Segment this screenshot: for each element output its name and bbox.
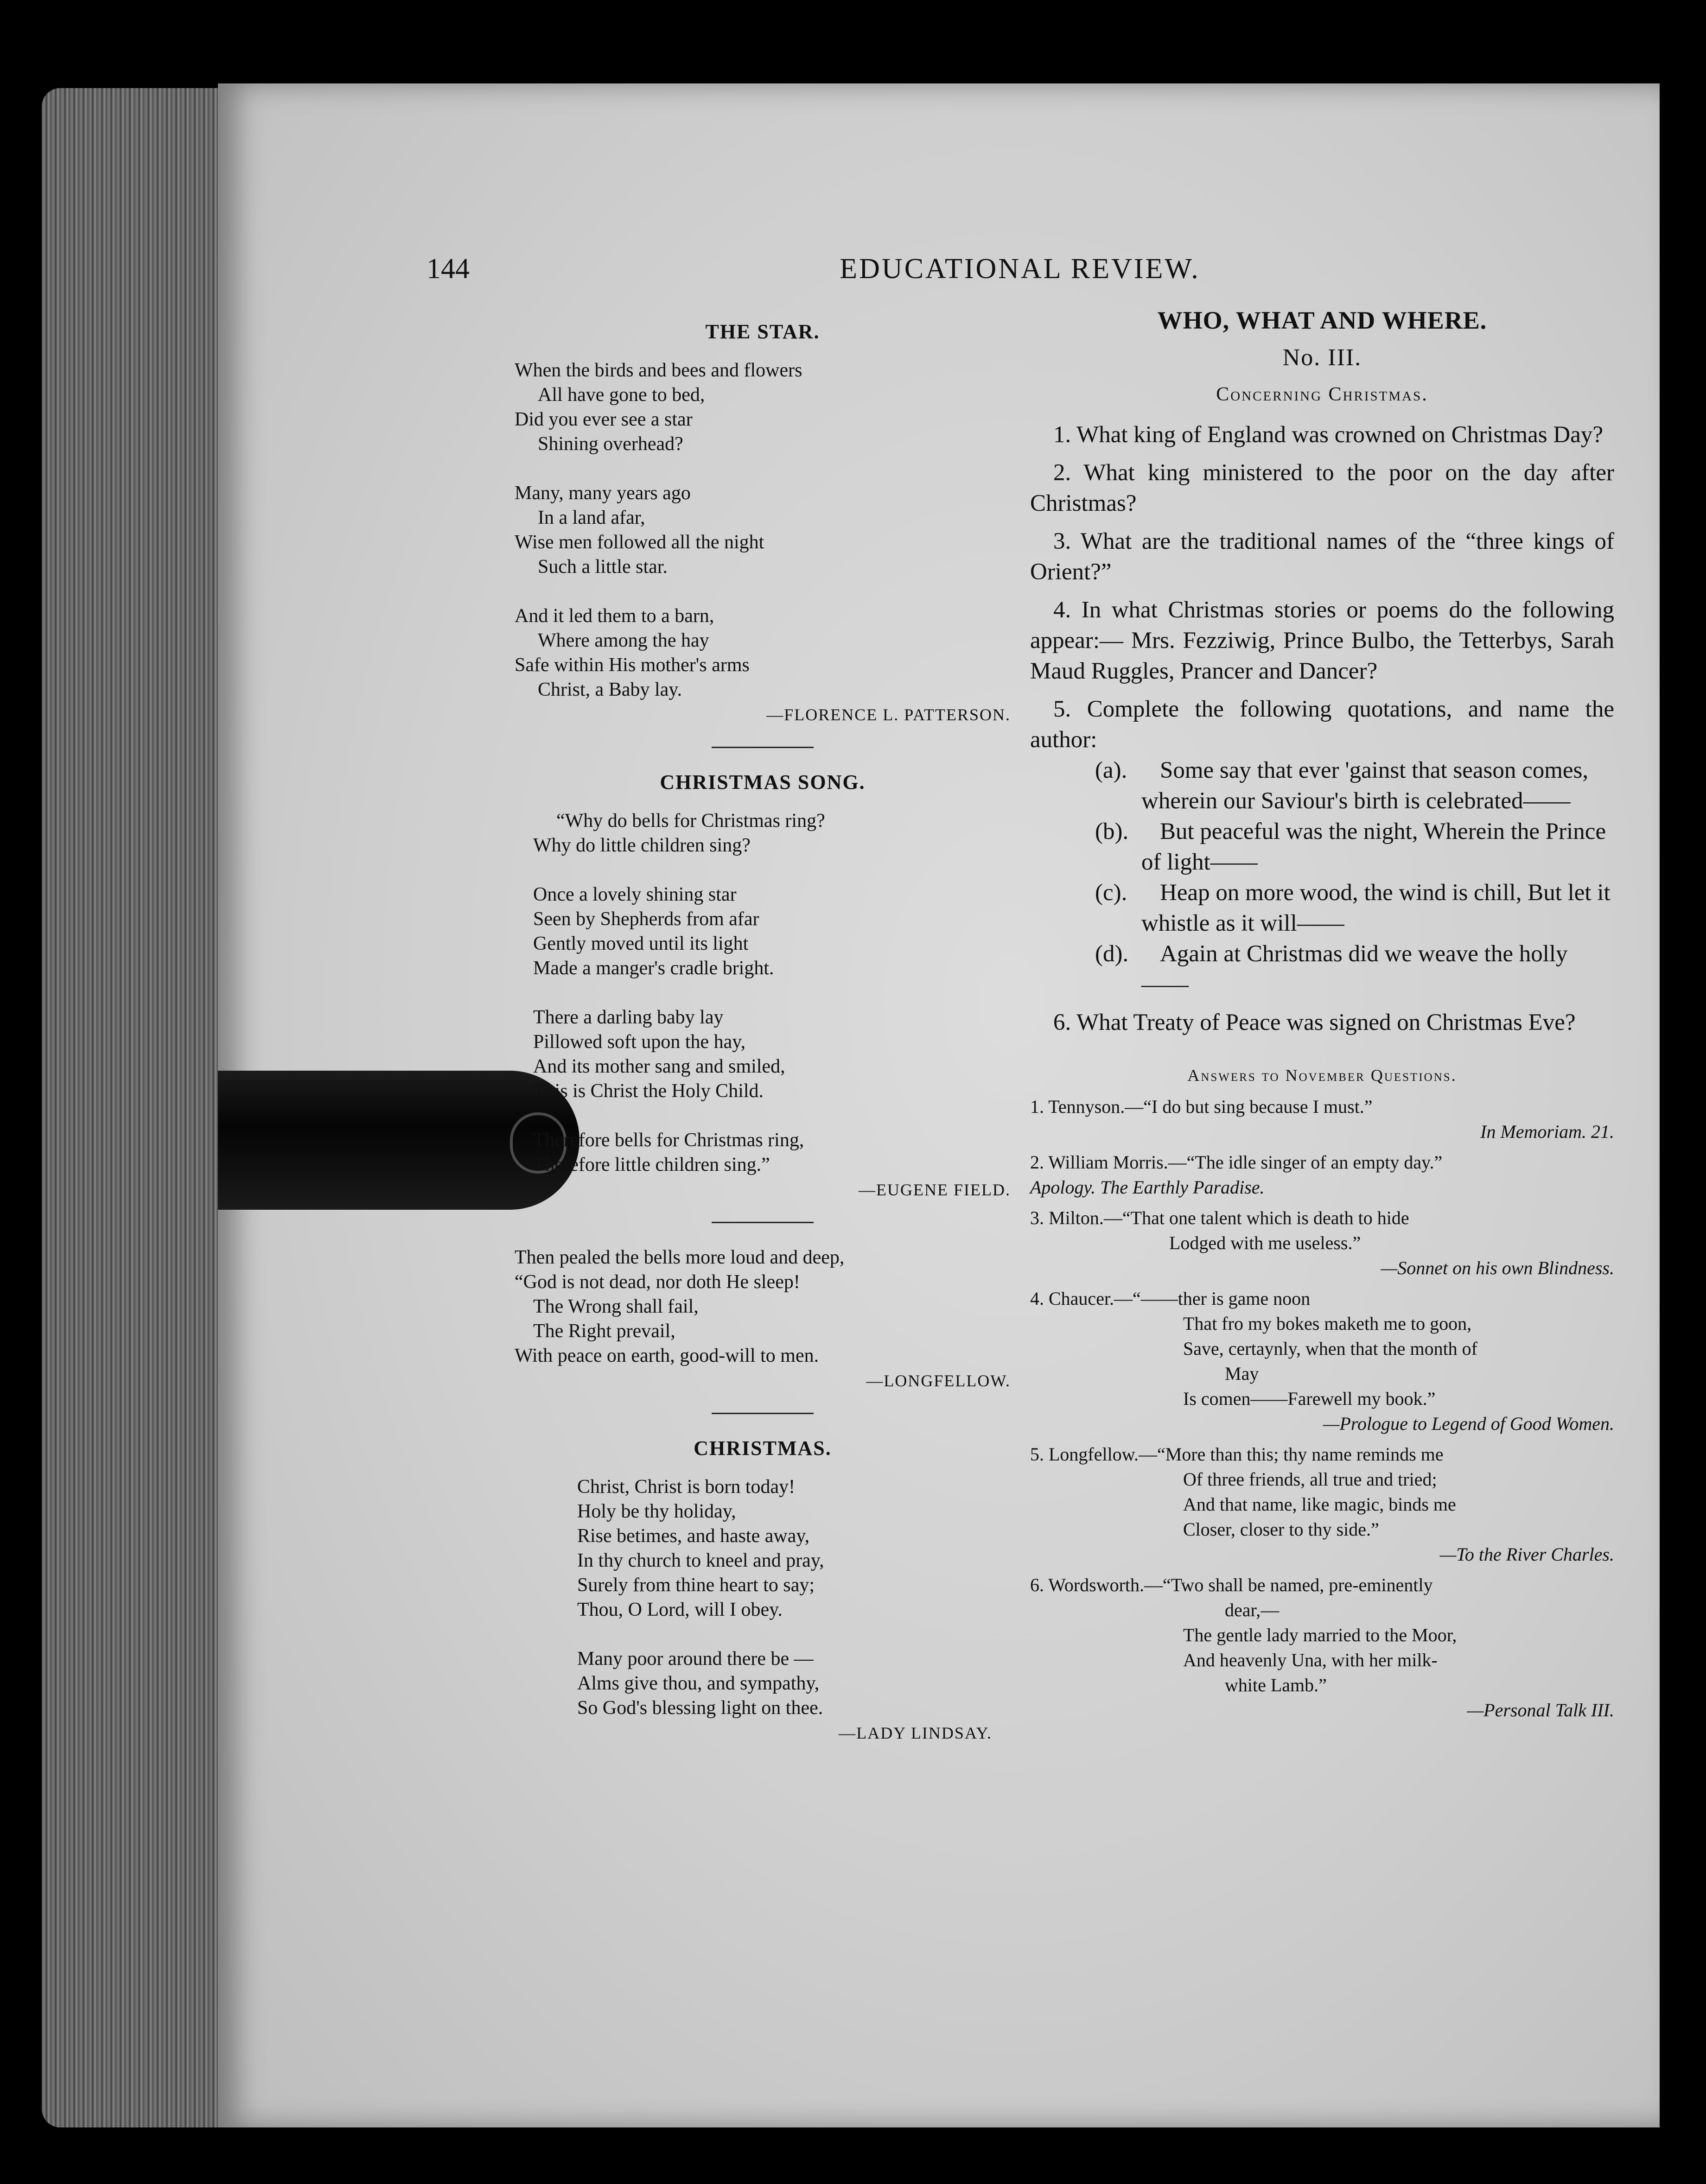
divider	[712, 1222, 814, 1223]
poem-author: —EUGENE FIELD.	[859, 1181, 1011, 1199]
verse-line: And it led them to a barn,	[515, 605, 714, 627]
verse-line: Holy be thy holiday,	[577, 1501, 736, 1522]
question: 5. Complete the following quotations, and name the author:	[1030, 696, 1614, 753]
verse-line: Many poor around there be —	[577, 1648, 814, 1670]
page-header	[426, 253, 1613, 290]
stanza	[515, 604, 1011, 702]
verse-line: Rise betimes, and haste away,	[577, 1525, 810, 1547]
verse-line: And its mother sang and smiled,	[533, 1056, 785, 1077]
verse-line: Such a little star.	[538, 556, 668, 578]
subquestion	[1076, 939, 1614, 1000]
question: 4. In what Christmas stories or poems do the following appear:— Mrs. Fezziwig, Prince Bulbo, the Tetterbys, Sarah Maud Ruggles, Prancer and Dancer?	[1030, 597, 1614, 684]
answers-heading: Answers to November Questions.	[1187, 1066, 1457, 1085]
verse-line: So God's blessing light on thee.	[577, 1697, 823, 1719]
answer-line: Of three friends, all true and tried;	[1183, 1469, 1437, 1490]
section-number: No. III.	[1282, 344, 1362, 371]
verse-line: Why do little children sing?	[533, 835, 751, 856]
answer	[1030, 1286, 1614, 1436]
answer-lead: 2. William Morris.—“The idle singer of an empty day.”	[1030, 1152, 1443, 1173]
divider	[712, 747, 814, 748]
verse-line: All have gone to bed,	[538, 384, 705, 406]
verse-line: The Right prevail,	[533, 1321, 675, 1342]
answer-lead: 6. Wordsworth.—“Two shall be named, pre-eminently	[1030, 1575, 1433, 1595]
poem-title: CHRISTMAS SONG.	[660, 771, 866, 794]
verse-line: Many, many years ago	[515, 483, 691, 504]
answer-list	[1030, 1094, 1614, 1723]
poem-title: CHRISTMAS.	[694, 1437, 832, 1460]
answer-source: —Personal Talk III.	[1467, 1700, 1614, 1721]
poem-author: —LADY LINDSAY.	[839, 1724, 992, 1742]
poem-the-star	[515, 358, 1011, 702]
answer-line: Save, certaynly, when that the month of	[1183, 1338, 1477, 1359]
verse-line: Alms give thou, and sympathy,	[577, 1673, 820, 1694]
verse-line: Where among the hay	[538, 630, 709, 651]
verse-line: Safe within His mother's arms	[515, 654, 750, 676]
verse-line: Gently moved until its light	[533, 933, 749, 954]
answer-lead: 3. Milton.—“That one talent which is death to hide	[1030, 1207, 1409, 1228]
verse-line: The Wrong shall fail,	[533, 1296, 699, 1317]
verse-line: When the birds and bees and flowers	[515, 360, 802, 381]
divider	[712, 1413, 814, 1414]
subquestion	[1076, 816, 1614, 877]
left-column	[515, 320, 1011, 1743]
verse-line: Thou, O Lord, will I obey.	[577, 1599, 783, 1620]
subquestion-text: Heap on more wood, the wind is chill, But let it whistle as it will——	[1141, 880, 1611, 936]
subquestion-text: Again at Christmas did we weave the holly——	[1141, 941, 1568, 997]
poem-christmas-song	[515, 809, 1011, 1177]
section-title: WHO, WHAT AND WHERE.	[1157, 306, 1487, 334]
verse-line: There a darling baby lay	[533, 1007, 724, 1028]
answer-line: That fro my bokes maketh me to goon,	[1183, 1313, 1472, 1334]
section-subtitle: Concerning Christmas.	[1216, 384, 1428, 405]
right-column	[1030, 306, 1614, 1723]
question: 2. What king ministered to the poor on the day after Christmas?	[1030, 460, 1614, 516]
answer-line: Lodged with me useless.”	[1169, 1232, 1361, 1253]
question: 3. What are the traditional names of the “three kings of Orient?”	[1030, 528, 1614, 585]
verse-line: Christ, Christ is born today!	[577, 1476, 796, 1498]
question-list	[1030, 419, 1614, 1038]
answer-line: dear,—	[1225, 1600, 1280, 1620]
answer-source: —To the River Charles.	[1439, 1544, 1614, 1565]
question: 1. What king of England was crowned on Christmas Day?	[1053, 422, 1603, 448]
subquestion-text: Some say that ever 'gainst that season comes, wherein our Saviour's birth is celebrated——	[1141, 757, 1589, 814]
verse-line: With peace on earth, good-will to men.	[515, 1345, 819, 1366]
answer-source: —Prologue to Legend of Good Women.	[1323, 1413, 1614, 1434]
stanza	[533, 1128, 1011, 1177]
verse-line: Therefore bells for Christmas ring,	[533, 1130, 804, 1151]
stanza	[533, 882, 1011, 981]
verse-line: In thy church to kneel and pray,	[577, 1550, 824, 1571]
verse-line: Christ, a Baby lay.	[538, 679, 682, 700]
stanza	[515, 481, 1011, 579]
verse-line: “God is not dead, nor doth He sleep!	[515, 1271, 800, 1293]
verse-line: “Why do bells for Christmas ring?	[556, 810, 825, 832]
running-title: EDUCATIONAL REVIEW.	[840, 253, 1200, 285]
verse-line: Therefore little children sing.”	[533, 1154, 770, 1175]
answer-lead: 1. Tennyson.—“I do but sing because I must.”	[1030, 1096, 1373, 1117]
verse-line: Seen by Shepherds from afar	[533, 908, 759, 930]
answer-line: And heavenly Una, with her milk-	[1183, 1650, 1438, 1670]
answer	[1030, 1442, 1614, 1567]
stanza	[577, 1647, 1011, 1721]
answer-lead: 4. Chaucer.—“——ther is game noon	[1030, 1288, 1311, 1309]
answer	[1030, 1573, 1614, 1723]
verse-line: Did you ever see a star	[515, 409, 693, 430]
subquestion	[1076, 877, 1614, 939]
question: 6. What Treaty of Peace was signed on Christmas Eve?	[1053, 1009, 1576, 1035]
subquestion-label: (c).	[1095, 880, 1127, 906]
answer	[1030, 1094, 1614, 1144]
verse-line: This is Christ the Holy Child.	[533, 1080, 764, 1102]
poem-christmas	[515, 1475, 1011, 1721]
verse-line: In a land afar,	[538, 507, 645, 528]
answer-line: And that name, like magic, binds me	[1183, 1494, 1456, 1515]
verse-line: Surely from thine heart to say;	[577, 1575, 815, 1596]
stanza	[533, 809, 1011, 858]
verse-line: Wise men followed all the night	[515, 532, 764, 553]
subquestion	[1076, 755, 1614, 816]
answer-line: Is comen——Farewell my book.”	[1183, 1388, 1436, 1409]
verse-line: Shining overhead?	[538, 433, 683, 455]
poem-author: —FLORENCE L. PATTERSON.	[766, 705, 1011, 724]
answer-line: white Lamb.”	[1225, 1675, 1327, 1695]
subquestion-label: (a).	[1095, 757, 1127, 783]
subquestion-label: (b).	[1095, 819, 1129, 844]
stanza	[515, 358, 1011, 457]
verse-line: Made a manger's cradle bright.	[533, 958, 774, 979]
answer-line: Closer, closer to thy side.”	[1183, 1519, 1379, 1540]
book-page-edges	[42, 88, 218, 2127]
answer	[1030, 1150, 1614, 1200]
verse-line: Then pealed the bells more loud and deep,	[515, 1247, 845, 1268]
page-number: 144	[426, 253, 470, 285]
poem-author: —LONGFELLOW.	[866, 1371, 1011, 1390]
answer-source: Apology. The Earthly Paradise.	[1030, 1177, 1265, 1198]
answer-line: May	[1225, 1363, 1259, 1384]
answer-source: —Sonnet on his own Blindness.	[1381, 1257, 1614, 1278]
subquestion-label: (d).	[1095, 941, 1129, 967]
subquestion-text: But peaceful was the night, Wherein the Prince of light——	[1141, 819, 1606, 875]
verse-line: Pillowed soft upon the hay,	[533, 1031, 746, 1053]
answer	[1030, 1206, 1614, 1281]
stanza	[577, 1475, 1011, 1622]
answer-source: In Memoriam. 21.	[1480, 1121, 1614, 1142]
answer-line: The gentle lady married to the Moor,	[1183, 1625, 1457, 1645]
stanza	[533, 1005, 1011, 1104]
verse-line: Once a lovely shining star	[533, 884, 737, 905]
answer-lead: 5. Longfellow.—“More than this; thy name reminds me	[1030, 1444, 1444, 1465]
poem-title: THE STAR.	[705, 320, 820, 343]
poem-longfellow	[515, 1245, 1011, 1368]
